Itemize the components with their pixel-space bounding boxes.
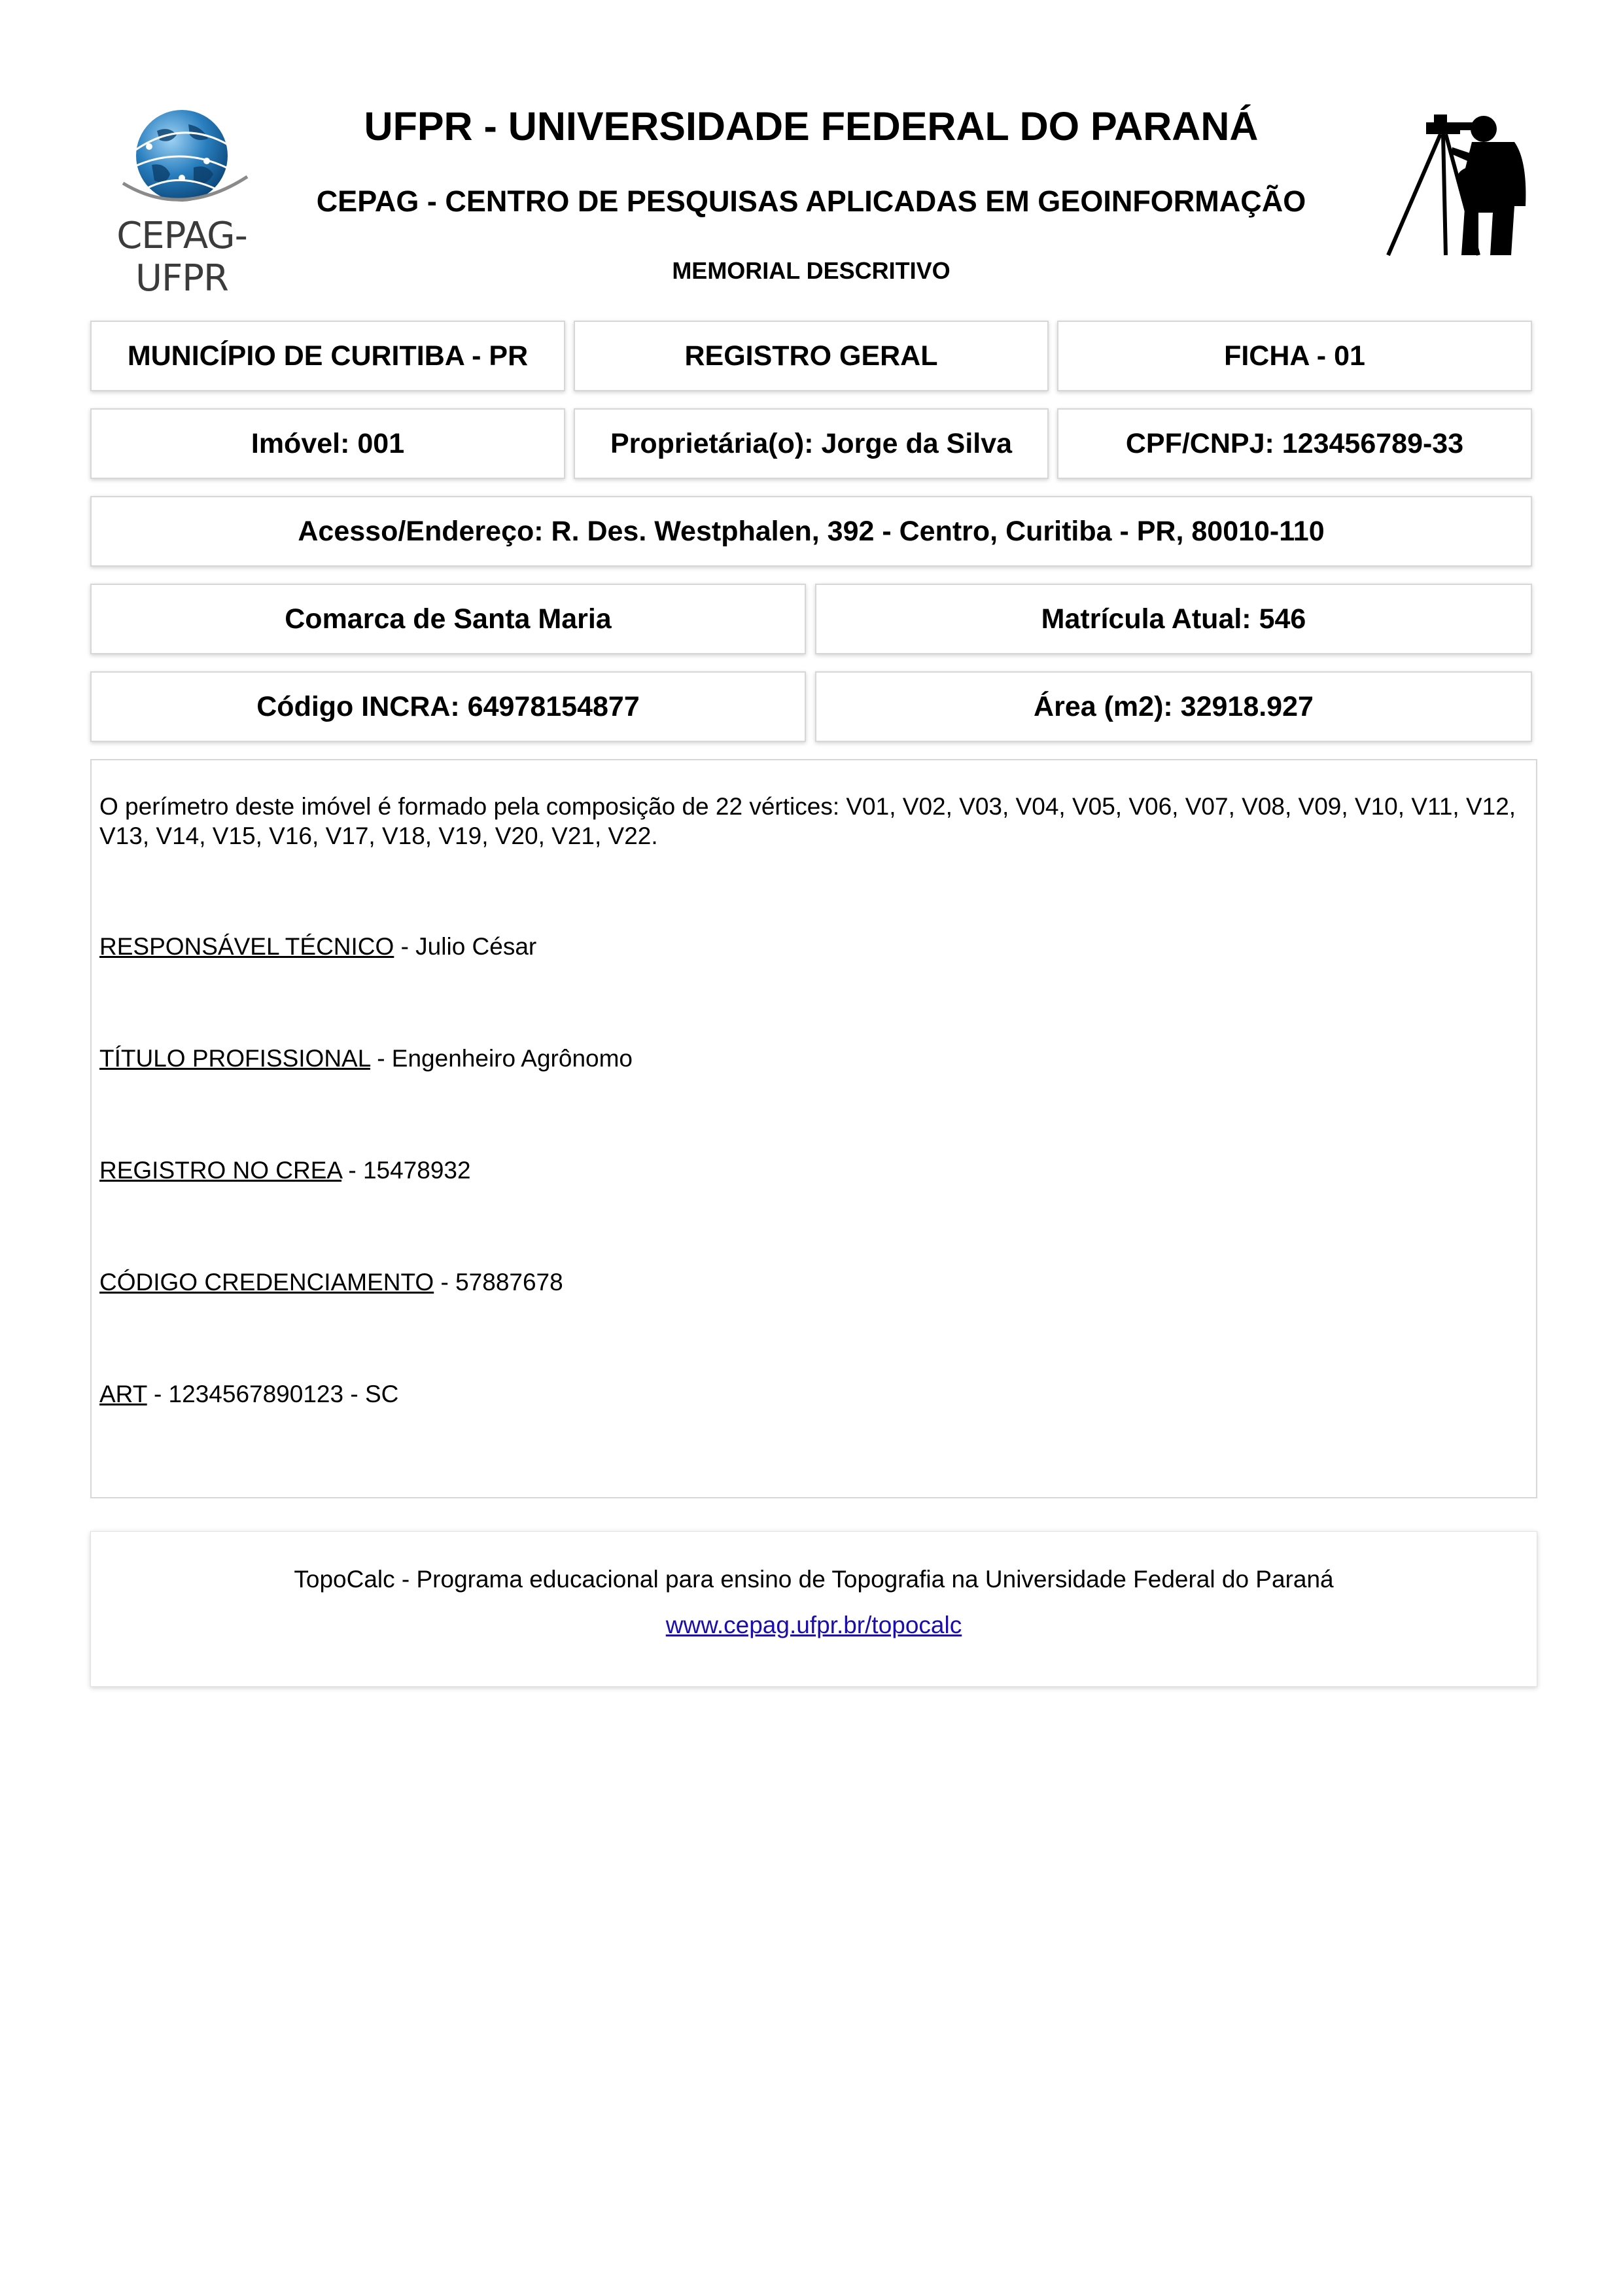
ficha-cell: FICHA - 01: [1057, 321, 1532, 391]
cpf-cell: CPF/CNPJ: 123456789-33: [1057, 408, 1532, 479]
endereco-cell: Acesso/Endereço: R. Des. Westphalen, 392 - Centro, Curitiba - PR, 80010-110: [90, 496, 1532, 567]
description-panel: [90, 759, 1537, 1498]
cepag-logo: [84, 105, 280, 300]
crea-line: [99, 1156, 1528, 1185]
globe-icon: [84, 105, 280, 216]
incra-cell: Código INCRA: 64978154877: [90, 671, 806, 742]
titulo-line: [99, 1044, 1528, 1073]
matricula-cell: Matrícula Atual: 546: [815, 584, 1532, 654]
proprietario-cell: Proprietária(o): Jorge da Silva: [574, 408, 1049, 479]
responsavel-value: - Julio César: [394, 933, 537, 960]
document-type: MEMORIAL DESCRITIVO: [672, 257, 951, 284]
imovel-cell: Imóvel: 001: [90, 408, 565, 479]
art-value: - 1234567890123 - SC: [147, 1381, 399, 1407]
topocalc-link[interactable]: www.cepag.ufpr.br/topocalc: [665, 1612, 962, 1638]
logo-caption: CEPAG-UFPR: [116, 215, 247, 300]
responsavel-label: RESPONSÁVEL TÉCNICO: [99, 933, 394, 960]
art-line: [99, 1379, 1528, 1409]
footer-text: TopoCalc - Programa educacional para ensino de Topografia na Universidade Federal do Paraná: [294, 1566, 1334, 1593]
registro-cell: REGISTRO GERAL: [574, 321, 1049, 391]
credenciamento-line: [99, 1267, 1528, 1297]
titulo-value: - Engenheiro Agrônomo: [370, 1045, 633, 1072]
footer: [90, 1531, 1537, 1687]
surveyor-icon: [1380, 108, 1537, 258]
university-title: UFPR - UNIVERSIDADE FEDERAL DO PARANÁ: [364, 104, 1259, 149]
municipio-cell: MUNICÍPIO DE CURITIBA - PR: [90, 321, 565, 391]
art-label: ART: [99, 1381, 147, 1407]
credenciamento-label: CÓDIGO CREDENCIAMENTO: [99, 1269, 434, 1296]
center-subtitle: CEPAG - CENTRO DE PESQUISAS APLICADAS EM GEOINFORMAÇÃO: [316, 185, 1306, 218]
credenciamento-value: - 57887678: [434, 1269, 563, 1296]
comarca-cell: Comarca de Santa Maria: [90, 584, 806, 654]
crea-value: - 15478932: [341, 1157, 471, 1184]
perimeter-text: O perímetro deste imóvel é formado pela composição de 22 vértices: V01, V02, V03, V04, V05, V06, V07, V08, V09, V10, V11, V12, V13, V14, V15, V16, V17, V18, V19, V20, V21, V22.: [99, 793, 1516, 849]
titulo-label: TÍTULO PROFISSIONAL: [99, 1045, 370, 1072]
area-cell: Área (m2): 32918.927: [815, 671, 1532, 742]
responsavel-line: [99, 932, 1528, 961]
crea-label: REGISTRO NO CREA: [99, 1157, 342, 1184]
